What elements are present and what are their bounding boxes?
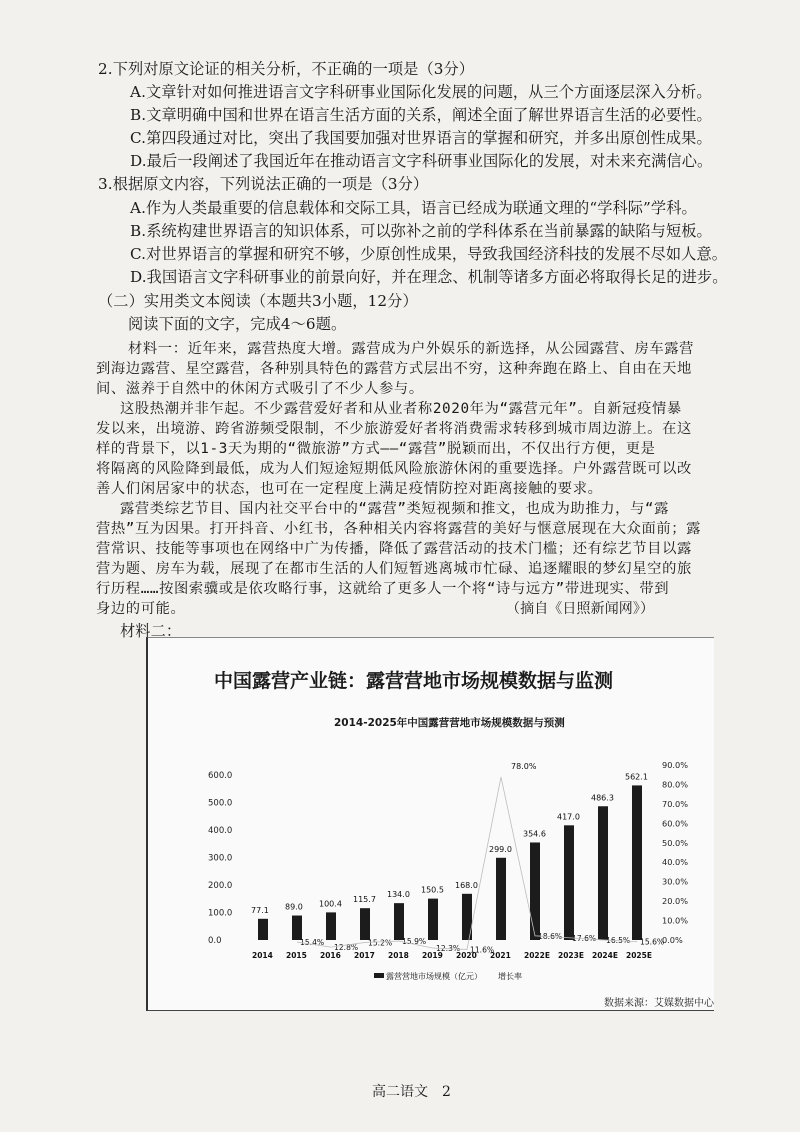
q2-stem: 2.下列对原文论证的相关分析，不正确的一项是（3分） [98, 60, 475, 78]
x-tick-label: 2017 [354, 951, 375, 960]
y-left-tick-label: 600.0 [208, 771, 233, 781]
bar-value-label: 562.1 [625, 772, 648, 782]
bar [258, 919, 268, 940]
y-right-tick-label: 10.0% [662, 915, 689, 926]
y-left-tick-label: 300.0 [208, 853, 233, 864]
section-heading: （二）实用类文本阅读（本题共3小题，12分） [98, 292, 418, 310]
bar [428, 899, 438, 940]
y-right-tick-label: 80.0% [662, 779, 689, 790]
bar-value-label: 299.0 [489, 844, 512, 854]
bar [530, 842, 540, 940]
material1-line: 到海边露营、星空露营，各种别具特色的露营方式层出不穷，这种奔跑在路上、自由在天地 [96, 361, 692, 377]
x-tick-label: 2020 [456, 951, 477, 960]
bar-value-label: 89.0 [285, 902, 303, 912]
material1-line: 将隔离的风险降到最低，成为人们短途短期低风险旅游休闲的重要选择。户外露营既可以改 [96, 461, 692, 477]
material1-line: 营为题、房车为载，展现了在都市生活的人们短暂逃离城市忙碌、追逐耀眼的梦幻星空的旅 [96, 561, 692, 577]
bar-value-label: 168.0 [455, 880, 478, 890]
material1-line: 身边的可能。 [96, 601, 186, 617]
material1-line: 善人们闲居家中的状态，也可在一定程度上满足疫情防控对距离接触的要求。 [96, 481, 603, 497]
growth-rate-label: 15.9% [402, 937, 427, 947]
y-right-tick-label: 70.0% [662, 798, 689, 809]
x-tick-label: 2023E [558, 951, 584, 960]
growth-rate-label: 18.6% [538, 931, 563, 941]
bar [496, 858, 506, 940]
x-tick-label: 2014 [252, 951, 273, 960]
q3-option-d: D.我国语言文字科研事业的前景向好，并在理念、机制等诸多方面必将取得长足的进步。 [130, 268, 728, 286]
y-right-tick-label: 50.0% [662, 837, 689, 848]
chart-source: 数据来源：艾媒数据中心 [604, 998, 714, 1009]
bar-value-label: 100.4 [319, 899, 342, 909]
y-left-tick-label: 200.0 [208, 881, 233, 891]
growth-rate-label: 15.4% [300, 938, 325, 948]
y-right-tick-label: 0.0% [662, 935, 683, 945]
chart-title: 2014-2025年中国露营营地市场规模数据与预测 [334, 717, 565, 729]
material1-line: 营热”互为因果。打开抖音、小红书，各种相关内容将露营的美好与惬意展现在大众面前；露 [96, 521, 702, 537]
bar [564, 825, 574, 940]
y-right-tick-label: 40.0% [662, 857, 689, 868]
x-tick-label: 2025E [626, 951, 652, 960]
growth-rate-label: 12.8% [334, 943, 359, 953]
material1-line: 间、滋养于自然中的休闲方式吸引了不少人参与。 [96, 381, 424, 397]
x-tick-label: 2021 [490, 951, 511, 960]
y-left-tick-label: 0.0 [208, 936, 222, 946]
bar-value-label: 486.3 [591, 793, 614, 803]
section-instruction: 阅读下面的文字，完成4～6题。 [128, 315, 347, 333]
growth-rate-label: 17.6% [572, 933, 597, 943]
bar-value-label: 134.0 [387, 890, 410, 900]
material1-line: 露营类综艺节目、国内社交平台中的“露营”类短视频和推文，也成为助推力，与“露 [120, 501, 670, 517]
bar [360, 908, 370, 940]
growth-rate-label: 11.6% [470, 945, 495, 955]
y-left-tick-label: 500.0 [208, 798, 233, 809]
growth-rate-label: 16.5% [606, 935, 631, 945]
q2-option-a: A.文章针对如何推进语言文字科研事业国际化发展的问题，从三个方面逐层深入分析。 [130, 83, 712, 101]
bar-value-label: 115.7 [353, 895, 376, 905]
material1-source: （摘自《日照新闻网》） [506, 601, 655, 617]
y-right-tick-label: 30.0% [662, 876, 689, 887]
q2-option-c: C.第四段通过对比，突出了我国要加强对世界语言的掌握和研究，并多出原创性成果。 [130, 129, 712, 147]
bar [394, 903, 404, 940]
material1-line: 材料一：近年来，露营热度大增。露营成为户外娱乐的新选择，从公园露营、房车露营 [128, 341, 695, 357]
page-footer: 高二语文 2 [372, 1084, 451, 1100]
material2-label: 材料二： [120, 622, 182, 640]
legend-line-label: 增长率 [498, 972, 522, 981]
y-left-tick-label: 400.0 [208, 826, 233, 836]
q3-option-a: A.作为人类最重要的信息载体和交际工具，语言已经成为联通文理的“学科际”学科。 [130, 199, 697, 217]
y-right-tick-label: 60.0% [662, 818, 689, 829]
y-left-tick-label: 100.0 [208, 908, 233, 919]
x-tick-label: 2016 [320, 951, 341, 960]
bar [326, 912, 336, 940]
bar [598, 806, 608, 940]
bar-value-label: 354.6 [523, 829, 546, 839]
q2-option-b: B.文章明确中国和世界在语言生活方面的关系，阐述全面了解世界语言生活的必要性。 [130, 106, 712, 124]
x-tick-label: 2018 [388, 951, 409, 960]
x-tick-label: 2024E [592, 951, 618, 960]
material1-line: 样的背景下，以1-3天为期的“微旅游”方式——“露营”脱颖而出，不仅出行方便，更是 [96, 441, 656, 457]
legend-bar-label: 露营营地市场规模（亿元） [386, 972, 482, 981]
x-tick-label: 2022E [524, 951, 550, 960]
growth-rate-label: 15.2% [368, 938, 393, 948]
bar-value-label: 77.1 [251, 905, 269, 915]
q3-option-c: C.对世界语言的掌握和研究不够，少原创性成果，导致我国经济科技的发展不尽如人意。 [130, 245, 728, 263]
growth-rate-label: 15.6% [640, 937, 665, 947]
x-tick-label: 2019 [422, 951, 443, 960]
q3-stem: 3.根据原文内容，下列说法正确的一项是（3分） [98, 175, 429, 193]
y-right-tick-label: 20.0% [662, 896, 689, 907]
bar-value-label: 150.5 [421, 885, 444, 895]
q2-option-d: D.最后一段阐述了我国近年在推动语言文字科研事业国际化的发展，对未来充满信心。 [130, 152, 713, 170]
material1-line: 发以来，出境游、跨省游频受限制，不少旅游爱好者将消费需求转移到城市周边游上。在这 [96, 421, 692, 437]
y-right-tick-label: 90.0% [662, 760, 689, 770]
chart-heading: 中国露营产业链：露营营地市场规模数据与监测 [214, 670, 614, 692]
material1-line: 这股热潮并非乍起。不少露营爱好者和从业者称2020年为“露营元年”。自新冠疫情暴 [120, 401, 682, 417]
bar-value-label: 417.0 [557, 812, 580, 822]
bar [292, 916, 302, 940]
bar [632, 785, 642, 940]
growth-rate-label: 78.0% [511, 762, 537, 771]
x-tick-label: 2015 [286, 951, 307, 960]
market-size-chart [146, 735, 712, 985]
q3-option-b: B.系统构建世界语言的知识体系，可以弥补之前的学科体系在当前暴露的缺陷与短板。 [130, 222, 712, 240]
material1-line: 营常识、技能等事项也在网络中广为传播，降低了露营活动的技术门槛；还有综艺节目以露 [96, 541, 692, 557]
growth-rate-label: 12.3% [436, 944, 461, 954]
legend-bar-swatch [374, 973, 384, 978]
material1-line: 行历程……按图索骥或是依攻略行事，这就给了更多人一个将“诗与远方”带进现实、带到 [96, 581, 670, 597]
